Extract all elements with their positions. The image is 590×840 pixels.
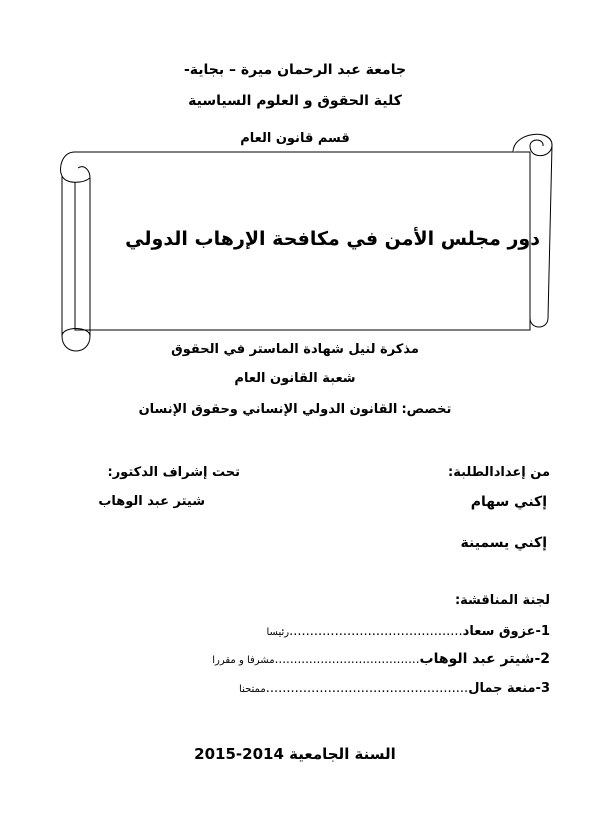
university-name: جامعة عبد الرحمان ميرة – بجاية-	[183, 62, 407, 78]
academic-year	[0, 745, 590, 763]
member-role: ممتحنا	[239, 684, 266, 695]
year-value: 2015-2014	[194, 745, 284, 763]
thesis-title: دور مجلس الأمن في مكافحة الإرهاب الدولي	[125, 228, 540, 250]
student-name-2: إكني يسمينة	[460, 535, 547, 551]
member-role: رئيسا	[266, 627, 290, 638]
member-role: مشرفا و مقررا	[212, 655, 275, 666]
faculty-name: كلية الحقوق و العلوم السياسية	[188, 93, 402, 109]
committee-label: لجنة المناقشة:	[454, 593, 550, 608]
member-number: 1-	[535, 624, 550, 639]
member-name: منعة جمال	[468, 681, 536, 696]
member-number: 3-	[535, 681, 550, 696]
supervisor-name: شيتر عبد الوهاب	[98, 494, 205, 509]
member-name: شيتر عبد الوهاب	[419, 651, 535, 667]
committee-member-2	[80, 651, 550, 667]
member-dots: ......................................	[274, 652, 420, 666]
committee-member-3	[80, 681, 550, 696]
member-number: 2-	[534, 651, 550, 667]
specialty-label: تخصص:	[401, 402, 452, 417]
member-dots: .................................................	[265, 681, 469, 696]
year-label: السنة الجامعية	[289, 745, 396, 763]
law-branch: شعبة القانون العام	[234, 371, 356, 386]
member-dots: ..........................................	[289, 624, 463, 639]
degree-purpose: مذكرة لنيل شهادة الماستر في الحقوق	[171, 342, 419, 357]
specialty	[0, 402, 590, 417]
supervisor-label: تحت إشراف الدكتور:	[107, 465, 240, 480]
department-name: قسم قانون العام	[240, 131, 350, 146]
member-name: عزوق سعاد	[462, 624, 536, 639]
students-label: من إعدادالطلبة:	[448, 465, 550, 480]
specialty-value: القانون الدولي الإنساني وحقوق الإنسان	[138, 402, 398, 417]
student-name-1: إكني سهام	[470, 494, 547, 510]
title-scroll-banner	[0, 0, 590, 360]
committee-member-1	[80, 624, 550, 639]
